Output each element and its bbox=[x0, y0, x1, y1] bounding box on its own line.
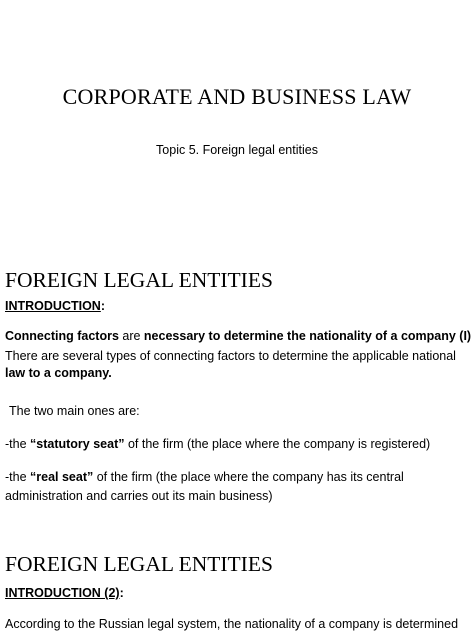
introduction-colon: : bbox=[119, 586, 124, 600]
slide-title: FOREIGN LEGAL ENTITIES bbox=[5, 552, 273, 576]
statutory-seat-item bbox=[5, 435, 473, 454]
introduction-label: INTRODUCTION (2) bbox=[5, 586, 120, 600]
connecting-factors-connector: are bbox=[118, 329, 144, 343]
cover-title: CORPORATE AND BUSINESS LAW bbox=[62, 84, 412, 109]
types-paragraph-bold: law to a company. bbox=[5, 366, 112, 380]
types-paragraph-line-2 bbox=[5, 364, 473, 383]
foreign-legal-entities-slide-2 bbox=[0, 520, 474, 632]
cover-subtitle: Topic 5. Foreign legal entities bbox=[156, 143, 318, 157]
connecting-factors-purpose: necessary to determine the nationality of a company (I) bbox=[143, 329, 472, 343]
real-seat-description-line-1: of the firm (the place where the company has its central bbox=[93, 470, 404, 484]
statutory-seat-description: of the firm (the place where the company is registered) bbox=[124, 437, 431, 451]
introduction-label: INTRODUCTION bbox=[5, 299, 101, 313]
introduction-heading bbox=[5, 298, 105, 314]
main-ones-text: The two main ones are: bbox=[9, 404, 140, 418]
real-seat-item bbox=[5, 468, 473, 487]
slide-title: FOREIGN LEGAL ENTITIES bbox=[5, 268, 273, 292]
connecting-factors-term: Connecting factors bbox=[5, 329, 119, 343]
real-seat-description-line-2: administration and carries out its main business) bbox=[5, 489, 273, 503]
real-seat-prefix: -the bbox=[5, 470, 31, 484]
connecting-factors-heading bbox=[5, 327, 473, 346]
real-seat-term: “real seat” bbox=[30, 470, 94, 484]
russian-legal-system-text: According to the Russian legal system, the nationality of a company is determined bbox=[5, 617, 459, 631]
cover-slide bbox=[0, 0, 474, 240]
introduction-heading bbox=[5, 585, 124, 601]
statutory-seat-term: “statutory seat” bbox=[30, 437, 125, 451]
foreign-legal-entities-slide bbox=[0, 240, 474, 520]
introduction-colon: : bbox=[100, 299, 105, 313]
types-paragraph-line-1: There are several types of connecting factors to determine the applicable national bbox=[5, 349, 456, 363]
statutory-seat-prefix: -the bbox=[5, 437, 31, 451]
